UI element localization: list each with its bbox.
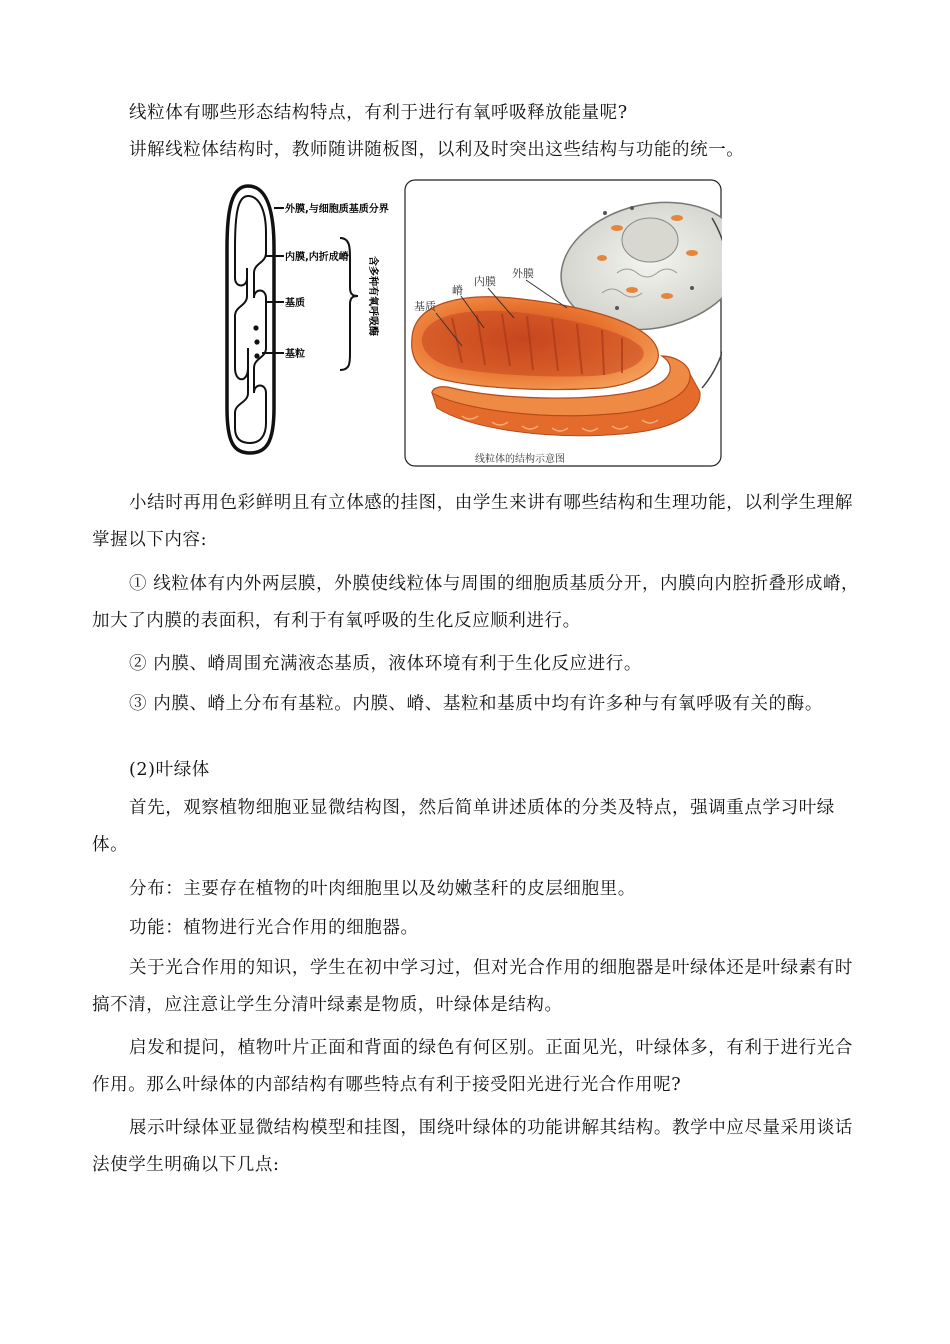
sketch-label-granule: 基粒 (285, 349, 305, 360)
photo-label-inner: 内膜 (474, 275, 496, 288)
sketch-label-enzymes: 含多种有氧呼吸酶 (367, 256, 378, 336)
paragraph-4: ① 线粒体有内外两层膜，外膜使线粒体与周围的细胞质基质分开，内膜向内腔折叠形成嵴，加大了内膜的表面积，有利于有氧呼吸的生化反应顺利进行。 (92, 574, 860, 631)
paragraph-8: 首先，观察植物细胞亚显微结构图，然后简单讲述质体的分类及特点，强调重点学习叶绿体。 (92, 798, 835, 855)
paragraph-2: 讲解线粒体结构时，教师随讲随板图，以利及时突出这些结构与功能的统一。 (129, 140, 745, 160)
paragraph-6: ③ 内膜、嵴上分布有基粒。内膜、嵴、基粒和基质中均有许多种与有氧呼吸有关的酶。 (129, 694, 823, 714)
paragraph-1: 线粒体有哪些形态结构特点，有利于进行有氧呼吸释放能量呢? (129, 103, 628, 123)
paragraph-3: 小结时再用色彩鲜明且有立体感的挂图，由学生来讲有哪些结构和生理功能，以利学生理解掌握以下内容: (92, 493, 853, 550)
mitochondria-sketch (227, 186, 389, 453)
sketch-label-inner: 内膜,内折成嵴 (285, 252, 349, 263)
paragraph-11: 关于光合作用的知识，学生在初中学习过，但对光合作用的细胞器是叶绿体还是叶绿素有时搞不清，应注意让学生分清叶绿素是物质，叶绿体是结构。 (92, 958, 853, 1015)
photo-label-outer: 外膜 (512, 267, 534, 280)
photo-label-matrix: 基质 (414, 300, 436, 313)
sketch-label-outer: 外膜,与细胞质基质分界 (285, 204, 389, 215)
sketch-label-matrix: 基质 (285, 298, 305, 309)
mitochondria-illustration (405, 180, 722, 466)
figure-caption: 线粒体的结构示意图 (475, 454, 565, 465)
section-heading-chloroplast: (2)叶绿体 (129, 760, 210, 780)
paragraph-12: 启发和提问，植物叶片正面和背面的绿色有何区别。正面见光，叶绿体多，有利于进行光合作用。那么叶绿体的内部结构有哪些特点有利于接受阳光进行光合作用呢? (92, 1038, 853, 1095)
paragraph-9: 分布：主要存在植物的叶肉细胞里以及幼嫩茎秆的皮层细胞里。 (129, 879, 636, 899)
photo-label-crista: 嵴 (452, 284, 463, 297)
paragraph-10: 功能：植物进行光合作用的细胞器。 (129, 918, 419, 938)
paragraph-5: ② 内膜、嵴周围充满液态基质，液体环境有利于生化反应进行。 (129, 654, 642, 674)
paragraph-13: 展示叶绿体亚显微结构模型和挂图，围绕叶绿体的功能讲解其结构。教学中应尽量采用谈话法使学生明确以下几点: (92, 1118, 853, 1175)
mitochondria-figure (222, 178, 722, 468)
